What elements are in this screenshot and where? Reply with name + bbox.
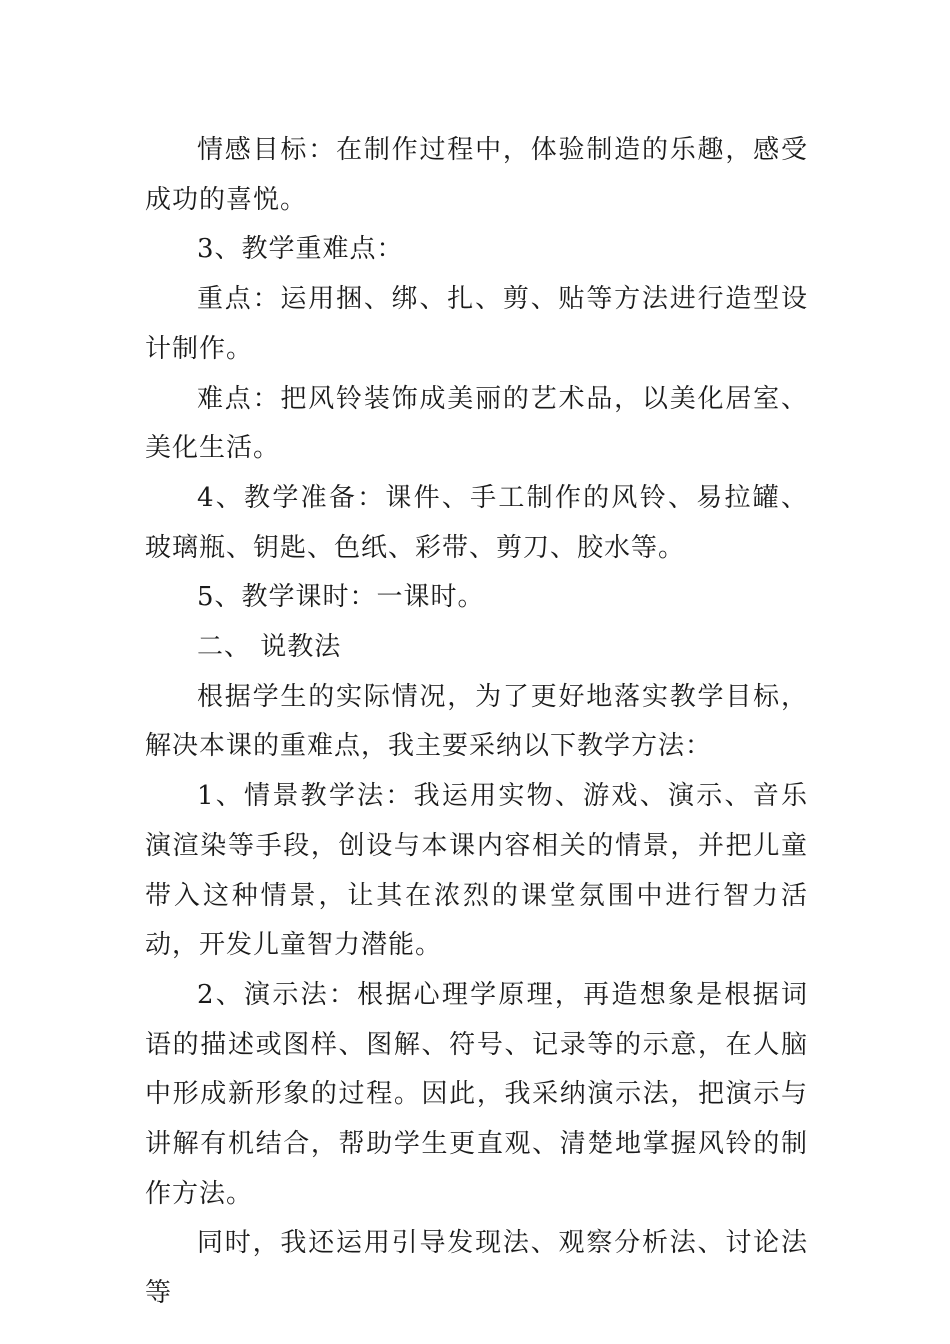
paragraph-difficult-points: 难点：把风铃装饰成美丽的艺术品，以美化居室、美化生活。 [145, 383, 808, 464]
paragraph-class-hours: 5、教学课时：一课时。 [197, 582, 485, 613]
paragraph-situational-method: 1、情景教学法：我运用实物、游戏、演示、音乐演渲染等手段，创设与本课内容相关的情景，并把儿童带入这种情景，让其在浓烈的课堂氛围中进行智力活动，开发儿童智力潜能。 [145, 781, 808, 961]
document-body [145, 126, 808, 1319]
section-heading-teaching-methods: 二、 说教法 [197, 632, 342, 663]
paragraph-teaching-preparation: 4、教学准备：课件、手工制作的风铃、易拉罐、玻璃瓶、钥匙、色纸、彩带、剪刀、胶水等。 [145, 482, 808, 563]
paragraph-demonstration-method: 2、演示法：根据心理学原理，再造想象是根据词语的描述或图样、图解、符号、记录等的示意，在人脑中形成新形象的过程。因此，我采纳演示法，把演示与讲解有机结合，帮助学生更直观、清楚地掌握风铃的制作方法。 [145, 979, 808, 1209]
paragraph-methods-intro: 根据学生的实际情况，为了更好地落实教学目标，解决本课的重难点，我主要采纳以下教学方法： [145, 681, 808, 762]
paragraph-emotional-goal: 情感目标：在制作过程中，体验制造的乐趣，感受成功的喜悦。 [145, 135, 808, 215]
paragraph-key-difficulties-heading: 3、教学重难点： [197, 234, 404, 265]
paragraph-key-points: 重点：运用捆、绑、扎、剪、贴等方法进行造型设计制作。 [145, 284, 808, 364]
paragraph-other-methods: 同时，我还运用引导发现法、观察分析法、讨论法等 [145, 1228, 808, 1309]
